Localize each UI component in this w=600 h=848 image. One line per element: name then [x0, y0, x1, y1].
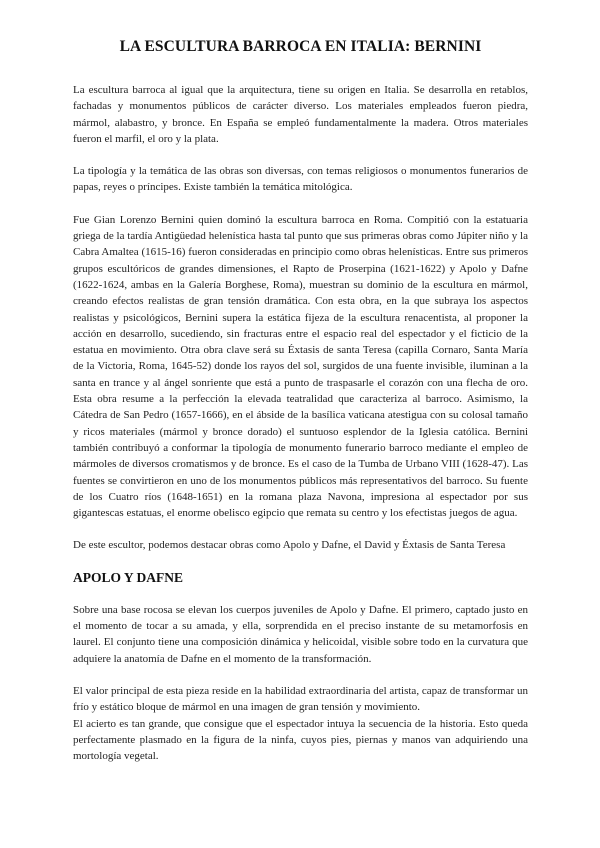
paragraph-origin: La escultura barroca al igual que la arquitectura, tiene su origen en Italia. Se desarrolla en retablos, fachadas y monumentos públicos de carácter diverso. Los materiales empleados fueron piedra, mármol, alabastro, y bronce. En España se empleó fundamentalmente la madera. Otros materiales fueron el marfil, el oro y la plata.	[73, 84, 528, 145]
paragraph-apolo-value: El valor principal de esta pieza reside en la habilidad extraordinaria del artista, capaz de transformar un frío y estático bloque de mármol en una imagen de gran tensión y movimiento.	[73, 684, 528, 714]
paragraph-typology: La tipología y la temática de las obras son diversas, con temas religiosos o monumentos funerarios de papas, reyes o príncipes. Existe también la temática mitológica.	[73, 165, 528, 194]
paragraph-highlights: De este escultor, podemos destacar obras como Apolo y Dafne, el David y Éxtasis de Santa Teresa	[73, 539, 506, 552]
document-title: LA ESCULTURA BARROCA EN ITALIA: BERNINI	[119, 38, 482, 55]
paragraph-bernini: Fue Gian Lorenzo Bernini quien dominó la escultura barroca en Roma. Compitió con la estatuaria griega de la tardía Antigüedad helenística hasta tal punto que sus primeras obras como Júpiter niño y la Cabra Amaltea (1615-16) fueron consideradas en principio como obras helenísticas. Entre sus primeros grupos escultóricos de grandes dimensiones, el Rapto de Proserpina (1621-1622) y Apolo y Dafne (1622-1624, ambas en la Galería Borghese, Roma), muestran su dominio de la escultura en mármol, creando efectos realistas de gran tensión dramática. Con esta obra, en la que subraya los aspectos realistas y psicológicos, Bernini supera la estática fijeza de la escultura renacentista, al proponer la acción en desarrollo, sucediendo, sin fracturas entre el espacio real del espectador y el ficticio de la estatua en movimiento. Otra obra clave será su Éxtasis de santa Teresa (capilla Cornaro, Santa María de la Victoria, Roma, 1645-52) donde los rayos del sol, surgidos de una fuente invisible, iluminan a la santa en trance y al ángel sonriente que está a punto de traspasarle el corazón con una flecha de oro. Esta obra resume a la perfección la elevada teatralidad que caracteriza al barroco. Asimismo, la Cátedra de San Pedro (1657-1666), en el ábside de la basílica vaticana atestigua con su colosal tamaño y ricos materiales (mármol y bronce dorado) el suntuoso esplendor de la Iglesia católica. Bernini también contribuyó a conformar la tipología de monumento funerario barroco mediante el empleo de mármoles de diversos cromatismos y de bronce. Es el caso de la Tumba de Urbano VIII (1628-47). Las fuentes se convirtieron en uno de los monumentos públicos más representativos del barroco. Su fuente de los Cuatro ríos (1648-1651) en la romana plaza Navona, impresiona al espectador por sus gigantescas estatuas, el enorme obelisco egipcio que remata su centro y los efectistas juegos de agua.	[73, 213, 528, 520]
paragraph-apolo-success: El acierto es tan grande, que consigue que el espectador intuya la secuencia de la historia. Esto queda perfectamente plasmado en la figura de la ninfa, cuyos pies, piernas y manos van adquiriendo una mortología vegetal.	[73, 717, 528, 763]
section-heading-apolo-dafne: APOLO Y DAFNE	[73, 569, 183, 585]
paragraph-apolo-description: Sobre una base rocosa se elevan los cuerpos juveniles de Apolo y Dafne. El primero, captado justo en el momento de tocar a su amada, y ella, sorprendida en el preciso instante de su metamorfosis en laurel. El conjunto tiene una composición dinámica y helicoidal, visible sobre todo en la curvatura que adquiere la anatomía de Dafne en el momento de la transformación.	[73, 603, 528, 665]
